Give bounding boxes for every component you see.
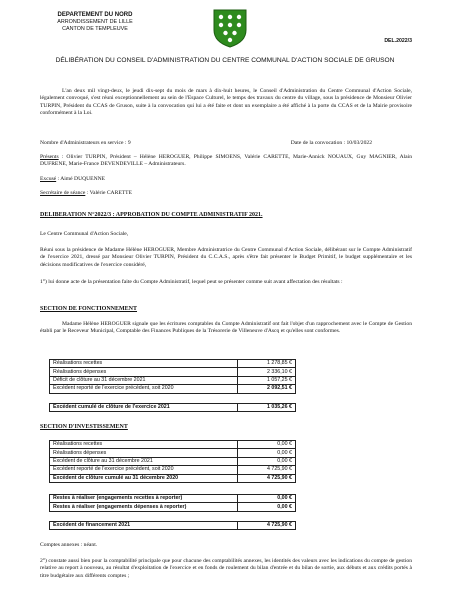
annexes-line: Comptes annexes : néant. xyxy=(40,542,98,548)
table-row xyxy=(50,360,296,368)
coat-of-arms-logo xyxy=(211,8,249,48)
table-row xyxy=(50,503,296,511)
row-amount: 0,00 € xyxy=(238,495,296,503)
row-amount: 1 057,25 € xyxy=(238,376,296,384)
financement-label: Excédent de financement 2021 xyxy=(50,522,238,530)
excuse-name: : Aimé DUQUENNE xyxy=(56,176,106,182)
total-label: Excédent cumulé de clôture de l'exercice 2021 xyxy=(50,404,238,412)
restes-a-realiser-table xyxy=(49,494,296,512)
row-label: Excédent reporté de l'exercice précédent, soit 2020 xyxy=(50,466,238,474)
canton-name: CANTON DE TEMPLEUVE xyxy=(62,26,128,33)
table-row xyxy=(50,441,296,449)
table-row xyxy=(50,376,296,384)
table-row xyxy=(50,368,296,376)
row-amount: 2 092,51 € xyxy=(238,385,296,393)
investissement-heading: SECTION D'INVESTISSEMENT xyxy=(40,424,128,430)
deliberation-heading: DELIBERATION N°2022/3 : APPROBATION DU COMPTE ADMINISTRATIF 2021. xyxy=(40,212,263,218)
secretaire-name: : Valérie CARETTE xyxy=(85,190,132,196)
secretaire-label: Secrétaire de séance xyxy=(40,190,86,196)
investissement-table xyxy=(49,440,296,483)
secretaire-line xyxy=(40,190,412,197)
table-row xyxy=(50,449,296,457)
row-label: Excédent de clôture au 31 décembre 2021 xyxy=(50,457,238,465)
presents-label: Présents xyxy=(40,154,59,160)
deliberation-reference: DEL.2022/3 xyxy=(384,38,412,44)
members-count: Nombre d'Administrateurs en service : 9 xyxy=(40,140,131,146)
table-row xyxy=(50,457,296,465)
row-amount: 1 278,85 € xyxy=(238,360,296,368)
fonctionnement-total-table xyxy=(49,403,296,412)
row-label: Réalisations recettes xyxy=(50,360,238,368)
row-amount: 0,00 € xyxy=(238,449,296,457)
presents-list: : Olivier TURPIN, Président – Hélène HEROGUER, Philippe SIMOENS, Valérie CARETTE, Marie-Annick NOUAUX, Guy MAGNIER, Alain DUFRENE, Marie-France DEVENDEVILLE – Administrateurs. xyxy=(40,154,412,168)
table-row xyxy=(50,495,296,503)
row-amount: 4 725,90 € xyxy=(238,474,296,482)
row-label: Réalisations recettes xyxy=(50,441,238,449)
fonctionnement-table xyxy=(49,359,296,394)
financement-table xyxy=(49,521,296,530)
row-amount: 4 725,90 € xyxy=(238,466,296,474)
table-row xyxy=(50,522,296,530)
fonctionnement-text: Madame Hélène HEROGUER signale que les écritures comptables du Compte Administratif ont fait l'objet d'un rapprochement avec le Compte de Gestion établi par le Receveur Municipal, Comptable des Finances Publiques de la Trésorerie de Villeneuve d'Ascq et qu'elles sont conformes. xyxy=(40,321,412,335)
arrondissement-name: ARRONDISSEMENT DE LILLE xyxy=(57,19,133,26)
table-row xyxy=(50,474,296,482)
fonctionnement-heading: SECTION DE FONCTIONNEMENT xyxy=(40,306,138,312)
row-label: Excédent reporté de l'exercice précédent, soit 2020 xyxy=(50,385,238,393)
deliberation-paragraph: Réuni sous la présidence de Madame Hélène HEROGUER, Membre Administratrice du Centre Communal d'Action Sociale, délibérant sur le Compte Administratif de l'exercice 2021, dressé par Monsieur Olivier TURPIN, Président du C.C.A.S., après s'être fait présenter le Budget Primitif, le budget supplémentaire et les décisions modificatives de l'exercice considéré, xyxy=(40,247,412,268)
financement-amount: 4 725,90 € xyxy=(238,522,296,530)
header-address xyxy=(40,11,150,34)
deliberation-intro: Le Centre Communal d'Action Sociale, xyxy=(40,231,129,237)
presents-paragraph xyxy=(40,154,412,169)
intro-paragraph: L'an deux mil vingt-deux, le jeudi dix-sept du mois de mars à dix-huit heures, le Conseil d'Administration du Centre Communal d'Action Sociale, légalement convoqué, s'est réuni exceptionnellement au sein de l'Espace Culturel, le temps des travaux du centre du village, sous la présidence de Monsieur Olivier TURPIN, Président du CCAS de Gruson, suite à la convocation qui lui a été faite et dont un exemplaire a été affiché à la porte du CCAS et de la Mairie provisoire conformément à la Loi. xyxy=(40,88,412,116)
meta-row xyxy=(40,140,412,147)
row-amount: 0,00 € xyxy=(238,503,296,511)
row-label: Restes à réaliser (engagements dépenses à reporter) xyxy=(50,503,238,511)
department-name: DEPARTEMENT DU NORD xyxy=(57,12,133,18)
deliberation-acknowledgement: 1°) lui donne acte de la présentation faite du Compte Administratif, lequel peut se présenter comme suit avant affectation des résultats : xyxy=(40,279,343,285)
excuse-line xyxy=(40,176,412,183)
row-amount: 0,00 € xyxy=(238,441,296,449)
row-amount: 2 336,10 € xyxy=(238,368,296,376)
row-amount: 0,00 € xyxy=(238,457,296,465)
closing-paragraph: 2°) constate aussi bien pour la comptabilité principale que pour chacune des comptabilités annexes, les identités des valeurs avec les indications du compte de gestion relative au report à nouveau, au résultat d'exploitation de l'exercice et en fonds de roulement du bilan d'entrée et du bilan de sortie, aux débuts et aux crédits portés à titre budgétaire aux différents comptes ; xyxy=(40,558,412,579)
table-row xyxy=(50,466,296,474)
row-label: Réalisations dépenses xyxy=(50,449,238,457)
row-label: Déficit de clôture au 31 décembre 2021 xyxy=(50,376,238,384)
table-row xyxy=(50,385,296,393)
convocation-date: Date de la convocation : 10/03/2022 xyxy=(290,140,372,146)
row-label: Excédent de clôture cumulé au 31 décembre 2020 xyxy=(50,474,238,482)
row-label: Réalisations dépenses xyxy=(50,368,238,376)
table-row xyxy=(50,404,296,412)
excuse-label: Excusé xyxy=(40,176,57,182)
total-amount: 1 035,26 € xyxy=(238,404,296,412)
page-title: DÉLIBÉRATION DU CONSEIL D'ADMINISTRATION DU CENTRE COMMUNAL D'ACTION SOCIALE DE GRUSON xyxy=(55,57,395,64)
row-label: Restes à réaliser (engagements recettes à reporter) xyxy=(50,495,238,503)
